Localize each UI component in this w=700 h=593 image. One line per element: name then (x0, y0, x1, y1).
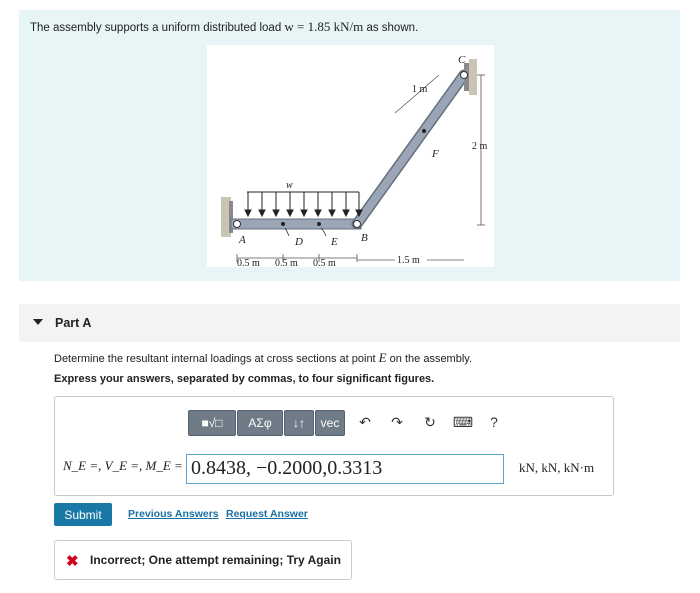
load-equation: w = 1.85 kN/m (284, 19, 364, 34)
answer-label: N_E =, V_E =, M_E = (63, 458, 183, 473)
templates-button[interactable]: ■√□ (188, 410, 236, 436)
problem-statement (30, 19, 418, 35)
greek-button[interactable]: ΑΣφ (237, 410, 283, 436)
answer-box (54, 396, 614, 496)
dim-de-label: 0.5 m (275, 258, 298, 267)
problem-suffix: as shown. (363, 22, 419, 34)
dim-ad-label: 0.5 m (237, 258, 260, 267)
undo-icon[interactable]: ↶ (359, 413, 371, 430)
submit-button[interactable]: Submit (54, 503, 112, 526)
wall-support-c (469, 59, 477, 95)
assembly-diagram (207, 45, 494, 267)
label-b: B (361, 232, 368, 244)
dim-2m-label: 2 m (472, 141, 488, 152)
point-f (422, 129, 426, 133)
collapse-caret-icon[interactable] (33, 319, 43, 325)
keyboard-icon[interactable]: ⌨ (452, 413, 474, 430)
label-c: C (458, 54, 466, 66)
part-a-header[interactable] (19, 304, 680, 342)
request-answer-link[interactable]: Request Answer (226, 508, 308, 520)
feedback-box (54, 540, 352, 580)
question-prefix: Determine the resultant internal loadings at cross sections at point (54, 353, 379, 365)
instruction-text: Express your answers, separated by commas, to four significant figures. (54, 373, 435, 385)
question-text (54, 350, 472, 366)
previous-answers-link[interactable]: Previous Answers (128, 508, 219, 520)
label-a: A (239, 234, 246, 246)
pin-a (234, 221, 241, 228)
assembly-figure (207, 45, 494, 267)
load-label: w (286, 180, 293, 191)
help-icon[interactable]: ? (490, 414, 498, 430)
point-e (317, 222, 321, 226)
label-f: F (432, 148, 439, 160)
dim-1m-label: 1 m (412, 84, 428, 95)
part-a-label: Part A (55, 316, 92, 330)
label-e: E (331, 236, 338, 248)
dim-eb-label: 0.5 m (313, 258, 336, 267)
point-d (281, 222, 285, 226)
reset-icon[interactable]: ↻ (424, 413, 436, 430)
pin-c (461, 72, 468, 79)
answer-units: kN, kN, kN·m (519, 460, 595, 475)
redo-icon[interactable]: ↷ (391, 413, 403, 430)
feedback-text: Incorrect; One attempt remaining; Try Again (90, 553, 341, 567)
dim-15m-label: 1.5 m (397, 255, 420, 266)
problem-prefix: The assembly supports a uniform distributed load (30, 22, 285, 34)
question-point: E (378, 350, 387, 365)
vec-button[interactable]: vec (315, 410, 345, 436)
label-d: D (295, 236, 303, 248)
problem-panel (19, 10, 680, 281)
answer-input[interactable]: 0.8438, −0.2000,0.3313 (186, 454, 504, 484)
member-ab (231, 219, 361, 229)
incorrect-x-icon: ✖ (66, 553, 79, 570)
arrows-button[interactable]: ↓↑ (284, 410, 314, 436)
question-suffix: on the assembly. (386, 353, 473, 365)
pin-b (354, 221, 361, 228)
load-arrows (245, 192, 362, 216)
